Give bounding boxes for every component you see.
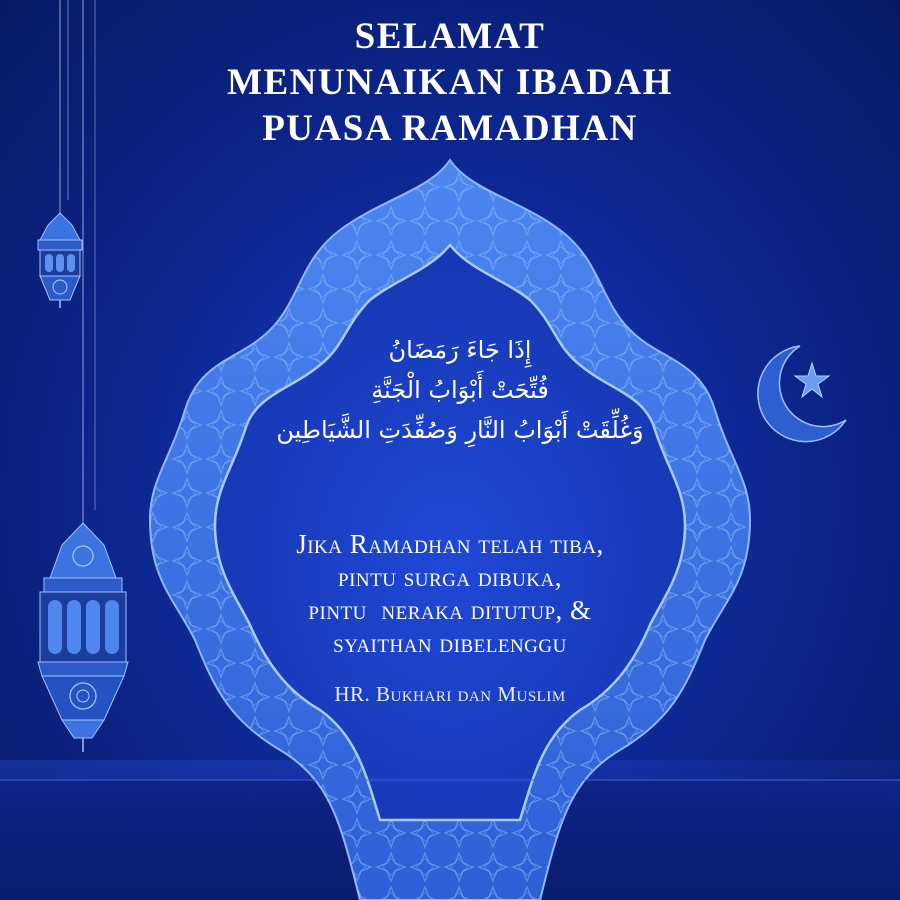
title-line-2: MENUNAIKAN IBADAH <box>227 62 673 103</box>
hadith-translation <box>220 528 680 660</box>
arabic-line-2: فُتِّحَتْ أَبْوَابُ الْجَنَّةِ <box>371 376 549 404</box>
hadith-source: HR. Bukhari dan Muslim <box>334 682 566 706</box>
page-title <box>0 14 900 152</box>
crescent-star-icon <box>758 346 846 442</box>
hanging-lantern-icon-large <box>38 523 128 752</box>
translation-line-2: pintu surga dibuka, <box>338 562 562 592</box>
arabic-line-1: إِذَا جَاءَ رَمَضَانُ <box>388 336 532 364</box>
title-line-1: SELAMAT <box>354 16 546 57</box>
arabic-line-3: وَغُلِّقَتْ أَبْوَابُ النَّارِ وَصُفِّدَتِ الشَّيَاطِين <box>276 416 644 444</box>
arabic-hadith <box>250 330 670 450</box>
translation-line-4: syaithan dibelenggu <box>333 628 567 658</box>
translation-line-3: pintu neraka ditutup, & <box>308 595 592 625</box>
hanging-lantern-icon-small <box>38 213 82 308</box>
translation-line-1: Jika Ramadhan telah tiba, <box>296 529 604 559</box>
title-line-3: PUASA RAMADHAN <box>262 108 638 149</box>
